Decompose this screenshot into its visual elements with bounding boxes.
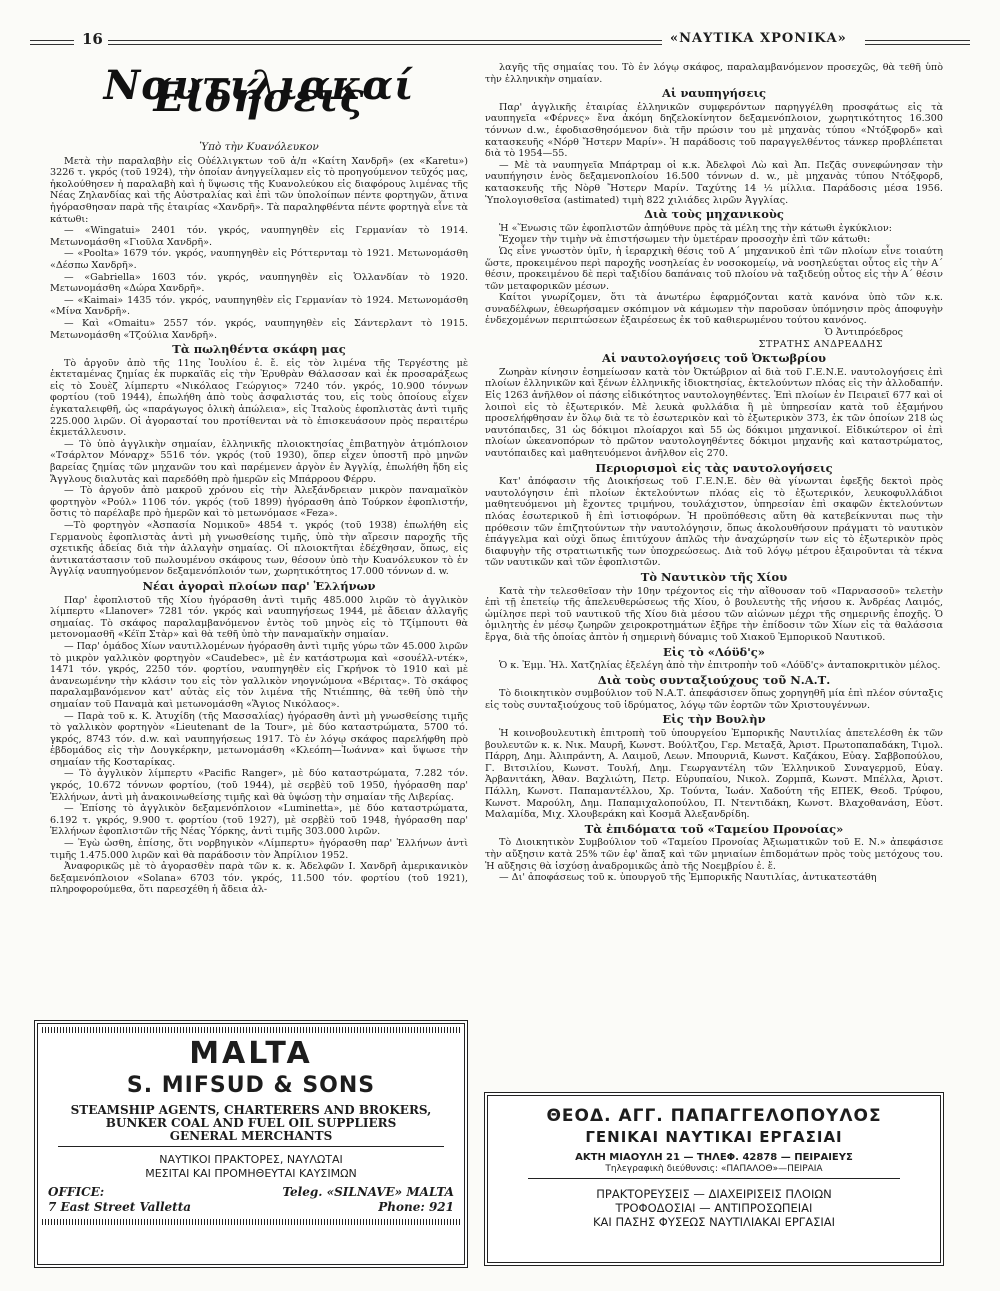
section-heading: Τὰ πωληθέντα σκάφη μας xyxy=(172,342,346,357)
ad-company-name: S. MIFSUD & SONS xyxy=(126,1073,376,1098)
section-heading: Νέαι ἀγοραὶ πλοίων παρ' Ἑλλήνων xyxy=(142,578,376,593)
paragraph: λαγῆς τῆς σημαίας του. Τὸ ἐν λόγῳ σκάφος, παραλαμβανόμενον προσεχῶς, θὰ τεθῆ ὑπὸ τὴν ἑλληνικὴν σημαίαν. xyxy=(485,62,943,85)
paragraph: — Παρὰ τοῦ κ. Κ. Ἀτυχίδη (τῆς Μασσαλίας) ἠγόρασθη ἀντὶ μὴ γνωσθείσης τιμῆς τὸ γαλλικὸν φορτηγὸν «Lieutenant de la Tour», μὲ δύο καταστρώματα, 5700 τό. γκρός, 8743 τόν. d.w. καὶ ναυπηγήσεως 1917. Τὸ ἐν λόγῳ σκάφος παρελήφθη πρὸ ἑβδομάδος εἰς τὴν Δουγκέρκην, μετωνομάσθη «Κλεόπη—Ἰωάννα» καὶ ὕψωσε τὴν σημαίαν τῆς Κοσταρίκας. xyxy=(50,710,468,768)
advert-papaggelopoulos xyxy=(484,1092,944,1266)
signature-title: Ὁ Ἀντιπρόεδρος xyxy=(824,327,903,339)
paragraph: Μετὰ τὴν παραλαβὴν εἰς Οὐέλλιγκτων τοῦ ἀ/π «Καίτη Χανδρῆ» (ex «Karetu») 3226 τ. γκρός (τοῦ 1924), τὴν ὁποίαν ἀνηγγείλαμεν εἰς τὸ προηγούμενον τεῦχός μας, ἠκολούθησεν ἡ παραλαβὴ καὶ ἡ ὕψωσις τῆς Κυανολεύκου εἰς διαφόρους λιμένας τῆς Νέας Ζηλανδίας καὶ τῆς Αὐστραλίας καὶ ἐπὶ τῶν ὑπολοίπων πέντε φορτηγῶν, ἅτινα ἠγόρασθησαν παρὰ τῆς ἑταιρίας «Χανδρῆ». Τὰ παραληφθέντα πέντε φορτηγὰ εἶνε τὰ κάτωθι: xyxy=(50,155,468,225)
header-rule-middle xyxy=(108,40,662,45)
paragraph: Ἡ «Ἕνωσις τῶν ἐφοπλιστῶν ἀπηύθυνε πρὸς τὰ μέλη της τὴν κάτωθι ἐγκύκλιον: xyxy=(499,222,892,234)
ad-office-label: OFFICE: xyxy=(48,1185,105,1199)
section-heading: Τὰ ἐπιδόματα τοῦ «Ταμείου Προνοίας» xyxy=(584,821,844,836)
paragraph: Ζωηρὰν κίνησιν ἐσημείωσαν κατὰ τὸν Ὀκτώβριον αἱ διὰ τοῦ Γ.Ε.Ν.Ε. ναυτολογήσεις ἐπὶ πλοίων ἑλληνικῶν καὶ ξένων ἑλληνικῆς ἰδιοκτησίας, ἐκτελούντων πλόας εἰς τὴν ἀλλοδαπήν. Εἰς 1263 ἀνῆλθον οἱ πάσης εἰδικότητος ναυτολογηθέντες. Ἐπὶ πλοίων ἐν Πειραιεῖ 677 καὶ οἱ λοιποὶ εἰς τὸ ἐξωτερικόν. Μὲ λευκὰ φυλλάδια ἢ μὲ ὑπηρεσίαν κατὰ τοῦ ἐξαμήνου προσελήφθησαν ἐν ὅλῳ διὰ τε τὸ ἐσωτερικὸν καὶ τὸ ἐξωτερικὸν 373, ἐκ τῶν ὁποίων 218 ὡς ναυτόπαιδες, 31 ὡς δόκιμοι πλοίαρχοι καὶ 55 ὡς δόκιμοι μηχανικοί. Εἰδικώτερον οἱ ἐπὶ πλοίων ὠκεανοπόρων τὸ πρῶτον ναυτολογηθέντες δόκιμοι μηχανῆς καὶ καταστρώματος, ναυτόπαιδες καὶ μαθητευόμενοι ἀνῆλθον εἰς 270. xyxy=(485,366,943,459)
header-rule-left xyxy=(30,40,74,45)
paragraph: Ὁ κ. Ἐμμ. Ἠλ. Χατζηλίας ἐξελέγη ἀπὸ τὴν ἐπιτροπὴν τοῦ «Λόϋδ'ς» ἀνταποκριτικὸν μέλος. xyxy=(499,660,941,672)
ad-office-address: 7 East Street Valletta xyxy=(48,1200,192,1214)
left-column xyxy=(50,62,468,896)
ad-line-1: STEAMSHIP AGENTS, CHARTERERS AND BROKERS, xyxy=(70,1103,432,1117)
ad-divider xyxy=(58,1146,444,1147)
section-heading: Εἰς τὸ «Λόϋδ'ς» xyxy=(663,644,765,659)
paragraph: Ἔχομεν τὴν τιμὴν νὰ ἐπιστήσωμεν τὴν ὑμετέραν προσοχὴν ἐπὶ τῶν κάτωθι: xyxy=(499,234,871,246)
header-rule-right xyxy=(865,40,970,45)
section-masthead: Ναυτιλιακαί Είδήσεις xyxy=(103,62,415,121)
paragraph: — Καὶ «Omaitu» 2557 τόν. γκρός, ναυπηγηθὲν εἰς Σάντερλαντ τὸ 1915. Μετωνομάσθη «Τζούλια Χανδρῆ». xyxy=(50,317,468,341)
advert-malta xyxy=(34,1020,468,1268)
ad-service-1: ΠΡΑΚΤΟΡΕΥΣΕΙΣ — ΔΙΑΧΕΙΡΙΣΕΙΣ ΠΛΟΙΩΝ xyxy=(596,1187,832,1201)
paragraph: — «Wingatui» 2401 τόν. γκρός, ναυπηγηθὲν εἰς Γερμανίαν τὸ 1914. Μετωνομάσθη «Γιοῦλα Χανδρῆ». xyxy=(50,225,468,248)
ad-greek-1: ΝΑΥΤΙΚΟΙ ΠΡΑΚΤΟΡΕΣ, ΝΑΥΛΩΤΑΙ xyxy=(159,1153,343,1166)
ad-contact-row-1 xyxy=(38,1181,464,1199)
paragraph: Τὸ Διοικητικὸν Συμβούλιον τοῦ «Ταμείου Προνοίας Ἀξιωματικῶν τοῦ Ε. Ν.» ἀπεφάσισε τὴν αὔξησιν κατὰ 25% τῶν ἐφ' ἅπαξ καὶ τῶν μηνιαίων ἐπιδομάτων πρὸς τοὺς μετόχους του. Ἡ αὔξησις θὰ ἰσχύσῃ ἀναδρομικῶς ἀπὸ τῆς Νοεμβρίου ἐ. ἔ. xyxy=(485,837,943,872)
paragraph: — «Gabriella» 1603 τόν. γκρός, ναυπηγηθὲν εἰς Ὁλλανδίαν τὸ 1920. Μετωνομάσθη «Δώρα Χανδρῆ». xyxy=(50,271,468,295)
paragraph: Κατ' ἀπόφασιν τῆς Διοικήσεως τοῦ Γ.Ε.Ν.Ε. δὲν θὰ γίνωνται ἐφεξῆς δεκτοὶ πρὸς ναυτολόγησιν ἐπὶ πλοίων ἐκτελούντων πλόας εἰς τὸ ἐξωτερικόν, λευκοφυλλάδιοι μαθητευόμενοι μὴ ἔχοντες τριμήνου, τουλάχιστον, ὑπηρεσίαν ἐπὶ σκαφῶν ἐκτελούντων πλόας ἐσωτερικοῦ ἢ ἐπὶ ἱστιοφόρων. Ἡ προϋπόθεσις αὕτη θὰ κατεβείκνυται πως τὴν πρόθεσιν τῶν ἐπιζητούντων τὴν ναυτολόγησιν, ὅπως ἀκολουθήσουν πράγματι τὸ ναυτικὸν ἐπάγγελμα καὶ οὐχὶ ὅπως ἐπιτύχουν ἁπλῶς τὴν ἀναχώρησίν των εἰς τὸ ἐξωτερικὸν πρὸς διαφυγὴν τῆς στρατιωτικῆς των ὑποχρεώσεως. Διὰ τοῦ λόγῳ μέτρου ἐξαιροῦνται τὰ τέκνα τῶν ναυτικῶν καὶ τῶν ἐφοπλιστῶν. xyxy=(485,476,943,569)
journal-title: «ΝΑΥΤΙΚΑ ΧΡΟΝΙΚΑ» xyxy=(670,31,847,46)
paragraph: Ἡ κοινοβουλευτικὴ ἐπιτροπὴ τοῦ ὑπουργείου Ἐμπορικῆς Ναυτιλίας ἀπετελέσθη ἐκ τῶν βουλευτῶν κ. κ. Νικ. Μαυρῆ, Κωνστ. Βούλτζου, Γερ. Μεταξᾶ, Ἀριστ. Πρωτοπαπαδάκη, Τιμολ. Πάρρη, Δημ. Ἀλιπράντη, Α. Λαιμοῦ, Λεων. Μπουρνιᾶ, Κωνστ. Καζάκου, Εὐαγ. Σαββοπούλου, Γ. Βιτσιλίου, Κωνστ. Τουλή, Δημ. Γεωργαντέλη τῶν Ἑλληνικοῦ Συναγερμοῦ, Εὐαγ. Ἀρβανιτάκη, Ἀθαν. Βαχλιώτη, Πετρ. Εὐρυπαίου, Νικολ. Ζορμπᾶ, Κωνστ. Μπέλλα, Ἀριστ. Πάλλη, Κωνστ. Παπαμαντέλλου, Χρ. Τούντα, Ἰωάν. Χαδούτη τῆς ΕΠΕΚ, Θεοδ. Τρύφου, Κωνστ. Μαρούλη, Δημ. Παπαμιχαλοπούλου, Π. Ντεντιδάκη, Κωνστ. Βλαχοθανάση, Εὐστ. Μαλαμίδα, Μιχ. Χλουβεράκη καὶ Κοσμᾶ Ἀλεξανδρίδη. xyxy=(485,728,943,821)
ad-line-2: BUNKER COAL AND FUEL OIL SUPPLIERS xyxy=(105,1116,397,1130)
paragraph: Καίτοι γνωρίζομεν, ὅτι τὰ ἀνωτέρω ἐφαρμόζονται κατὰ κανόνα ὑπὸ τῶν κ.κ. συναδέλφων, ἐθεωρήσαμεν σκόπιμον νὰ κάμωμεν τὴν παροῦσαν ὑπόμνησιν πρὸς ἀποφυγὴν ἐνδεχομένων περιπτώσεων ἐξαιρέσεως ἐκ τοῦ καθιερωμένου τούτου κανόνος. xyxy=(485,292,943,327)
paragraph: — Τὸ ὑπὸ ἀγγλικὴν σημαίαν, ἑλληνικῆς πλοιοκτησίας ἐπιβατηγὸν ἀτμόπλοιον «Τσάρλτον Μόναρχ» 5516 τόν. γκρός (τοῦ 1930), ὅπερ εἶχεν ὑποστῆ πρὸ μηνῶν βαρείας ζημίας τῶν μηχανῶν του καὶ παρέμενεν ἀργὸν ἐν Ἀγγλίᾳ, ἐπωλήθη ἤδη εἰς Ἄγγλους διαλυτὰς καὶ παρεδόθη πρὸ ἡμερῶν εἰς Μπάρροου Φέρρυ. xyxy=(50,438,468,485)
paragraph: — «Kaimai» 1435 τόν. γκρός, ναυπηγηθὲν εἰς Γερμανίαν τὸ 1924. Μετωνομάσθη «Μίνα Χανδρῆ». xyxy=(50,294,468,318)
page-header xyxy=(30,30,970,50)
ad-divider xyxy=(528,1178,900,1179)
ad-malta-title: MALTA xyxy=(189,1036,313,1071)
section-heading: Περιορισμοὶ εἰς τὰς ναυτολογήσεις xyxy=(595,460,833,475)
ad-greek-2: ΜΕΣΙΤΑΙ ΚΑΙ ΠΡΟΜΗΘΕΥΤΑΙ ΚΑΥΣΙΜΩΝ xyxy=(145,1167,357,1180)
right-column-body xyxy=(485,62,943,884)
signature-name: ΣΤΡΑΤΗΣ ΑΝΔΡΕΑΔΗΣ xyxy=(758,338,883,350)
paragraph: Ὡς εἶνε γνωστὸν ὑμῖν, ἡ ἱεραρχικὴ θέσις τοῦ Α΄ μηχανικοῦ ἐπὶ τῶν πλοίων εἶνε τοιαύτη ὥστε, προκειμένου περὶ παροχῆς νοσηλείας ἐν νοσοκομείῳ, νὰ νοσηλεύεται οὗτος εἰς τὴν Α΄ θέσιν, προκειμένου δὲ περὶ ταξιδίου δαπάναις τοῦ πλοίου νὰ ταξιδεύῃ οὗτος εἰς τὴν Α΄ θέσιν τῶν μεταφορικῶν μέσων. xyxy=(485,245,943,292)
ad-service-2: ΤΡΟΦΟΔΟΣΙΑΙ — ΑΝΤΙΠΡΟΣΩΠΕΙΑΙ xyxy=(615,1201,813,1215)
paragraph: Παρ' ἀγγλικῆς ἑταιρίας ἑλληνικῶν συμφερόντων παρηγγέλθη προσφάτως εἰς τὰ ναυπηγεῖα «Φέρνες» ἕνα ἀκόμη δηζελοκίνητον δεξαμενόπλοιον, χωρητικότητος 16.300 τόννων d.w., ἐφοδιασθησόμενον διὰ τῆν πρώσιν του μὲ μηχανὰς τύπου «Ντόξφορδ» καὶ κατασκευῆς «Νόρθ Ἤστερν Μαρίν». Ἡ παράδοσις τοῦ παραγγελθέντος τάνκερ προβλέπεται διὰ τὸ 1954—55. xyxy=(485,101,943,160)
paragraph: Τὸ ἀργοῦν ἀπὸ τῆς 11ης Ἰουλίου ἐ. ἔ. εἰς τὸν λιμένα τῆς Τεργέστης μὲ ἐκτεταμένας ζημίας ἐκ πυρκαϊᾶς εἰς τὴν Ἐρυθρὰν Θάλασσαν καὶ ἐκ προσαράξεως εἰς τὸ Σουὲζ λίμπερτυ «Νικόλαος Γεώργιος» 7240 τόν. γκρός, 10.900 τόννων φορτίου (τοῦ 1944), ἐπωλήθη ἀπὸ τοὺς ἀσφαλιστάς του, εἰς τοὺς ὁποίους εἶχεν ἐγκαταλειφθῆ, ὡς «παράγωγος ὁλικὴ ἀπώλεια», εἰς Ἰταλοὺς ἐφοπλιστὰς ἀντὶ τιμῆς 225.000 λιρῶν. Οἱ ἀγορασταί του προτίθενται νὰ τὸ ἐπισκευάσουν πρὸς περαιτέρω ἐκμετάλλευσιν. xyxy=(50,357,468,439)
paragraph: Τὸ διοικητικὸν συμβούλιον τοῦ Ν.Α.Τ. ἀπεφάσισεν ὅπως χορηγηθῆ μία ἐπὶ πλέον σύνταξις εἰς τοὺς συνταξιούχους τοῦ ἱδρύματος, λόγῳ τῶν ἑορτῶν τῶν Χριστουγέννων. xyxy=(485,688,943,711)
ad-firm-telegraph: Τηλεγραφικὴ διεύθυνσις: «ΠΑΠΑΛΟΘ»—ΠΕΙΡΑΙΑ xyxy=(605,1164,823,1174)
right-column xyxy=(485,62,943,884)
section-heading: Διὰ τοὺς μηχανικοὺς xyxy=(644,207,784,222)
section-subheading: Ὑπὸ τὴν Κυανόλευκον xyxy=(199,141,319,153)
left-column-body xyxy=(50,142,468,896)
paragraph: — Ἐπίσης τὸ ἀγγλικὸν δεξαμενόπλοιον «Luminetta», μὲ δύο καταστρώματα, 6.192 τ. γκρός, 9.900 τ. φορτίου (τοῦ 1927), μὲ σερβὲϋ τοῦ 1948, ἠγόρασθη παρ' Ἑλλήνων ἐφοπλιστῶν τῆς Νέας Ὑόρκης, ἀντὶ τιμῆς 303.000 λιρῶν. xyxy=(50,803,468,838)
ad-border-stripe xyxy=(42,1027,460,1033)
paragraph: — Ἐγὼ ὠσθη, ἐπίσης, ὅτι νορβηγικὸν «Λίμπερτυ» ἠγόρασθη παρ' Ἑλλήνων ἀντὶ τιμῆς 1.475.000 λιρῶν καὶ θὰ παράδοσιν τὸν Ἀπρίλιον 1952. xyxy=(50,838,468,861)
page-number: 16 xyxy=(82,30,103,48)
paragraph: — «Poolta» 1679 τόν. γκρός, ναυπηγηθὲν εἰς Ρόττερνταμ τὸ 1921. Μετωνομάσθη «Δέσπω Χανδρῆ». xyxy=(50,248,468,271)
ad-border-stripe xyxy=(42,1219,460,1225)
paragraph: Κατὰ τὴν τελεσθεῖσαν τὴν 10ην τρέχοντος εἰς τὴν αἴθουσαν τοῦ «Παρνασσοῦ» τελετὴν ἐπὶ τῇ ἐπετείῳ τῆς ἀπελευθερώσεως τῆς Χίου, ὁ βουλευτὴς τῆς νήσου κ. Ἀνδρέας Λαιμός, ὡμίλησε περὶ τοῦ ναυτικοῦ τῆς Χίου διὰ μέσου τῶν αἰώνων μέχρι τῆς σημερινῆς ἐποχῆς. Ὁ ὁμιλητὴς ἐν μέσῳ ζωηρῶν χειροκροτημάτων ἐξῆρε τὴν ἐπίδοσιν τῶν Χίων εἰς τὰ θαλάσσια ἔργα, διὰ τῆς ὁποίας ἀπτὸν ἡ σημερινὴ δύναμις τοῦ Χιακοῦ Ἐμπορικοῦ Ναυτικοῦ. xyxy=(485,585,943,643)
section-heading: Διὰ τοὺς συνταξιούχους τοῦ Ν.Α.Τ. xyxy=(597,672,831,687)
ad-firm-name: ΘΕΟΔ. ΑΓΓ. ΠΑΠΑΓΓΕΛΟΠΟΥΛΟΣ xyxy=(546,1106,882,1126)
paragraph: —Τὸ φορτηγὸν «Ἀσπασία Νομικοῦ» 4854 τ. γκρός (τοῦ 1938) ἐπωλήθη εἰς Γερμανοὺς ἐφοπλιστὰς ἀντὶ μὴ γνωσθείσης τιμῆς, ὑπὸ τὴν αἵρεσιν παροχῆς τῆς σχετικῆς ἀδείας διὰ τὴν ἀλλαγὴν σημαίας. Οἱ πλοιοκτῆται ἐδέχθησαν, ὅπως, εἰς ἀντικατάστασιν τοῦ πωλουμένου σκάφους των, θέσουν ὑπὸ τὴν Κυανόλευκον τὸ ἐν Ἀγγλίᾳ ναυπηγούμενον δεξαμενόπλοιόν των, χωρητικότητος 17.000 τόννων d. w. xyxy=(50,520,468,578)
paragraph: — Τὸ ἀργοῦν ἀπὸ μακροῦ χρόνου εἰς τὴν Ἀλεξάνδρειαν μικρὸν παναμαϊκὸν φορτηγὸν «Ρούλ» 1106 τόν. γκρός (τοῦ 1899) ἠγόρασθη ἀπὸ Τούρκον ἐφοπλιστήν, ὅστις τὸ παρέλαβε πρὸ ἡμερῶν καὶ τὸ μετωνόμασε «Feza». xyxy=(50,485,468,520)
ad-firm-subtitle: ΓΕΝΙΚΑΙ ΝΑΥΤΙΚΑΙ ΕΡΓΑΣΙΑΙ xyxy=(585,1128,843,1146)
ad-service-3: ΚΑΙ ΠΑΣΗΣ ΦΥΣΕΩΣ ΝΑΥΤΙΛΙΑΚΑΙ ΕΡΓΑΣΙΑΙ xyxy=(592,1215,835,1229)
ad-contact-row-2 xyxy=(38,1199,464,1214)
paragraph: — Μὲ τὰ ναυπηγεῖα Μπάρτραμ οἱ κ.κ. Ἀδελφοὶ Λὼ καὶ Ἀπ. Πεζᾶς συνεφώνησαν τὴν ναυπήγησιν ἑνὸς δεξαμενοπλοίου 16.500 τόννων d. w., μὲ μηχανὰς τύπου Ντόξφορδ, κατασκευῆς τῆς Νὸρθ Ἤστερν Μαρίν. Ταχύτης 14 ½ μίλλια. Παράδοσις μέσα 1956. Ὑπολογισθεῖσα (astimated) τιμὴ 822 χιλιάδες λιρῶν Ἀγγλίας. xyxy=(485,159,943,206)
ad-firm-address: ΑΚΤΗ ΜΙΑΟΥΛΗ 21 — ΤΗΛΕΦ. 42878 — ΠΕΙΡΑΙΕΥΣ xyxy=(575,1152,853,1163)
section-heading: Αἱ ναυτολογήσεις τοῦ Ὀκτωβρίου xyxy=(602,351,826,366)
section-heading: Εἰς τὴν Βουλὴν xyxy=(662,712,766,727)
section-heading: Αἱ ναυπηγήσεις xyxy=(661,86,767,101)
ad-line-3: GENERAL MERCHANTS xyxy=(169,1129,333,1143)
ad-phone: Phone: 921 xyxy=(378,1200,454,1214)
ad-telegraph: Teleg. «SILNAVE» MALTA xyxy=(282,1185,454,1199)
paragraph: — Παρ' ὁμάδος Χίων ναυτιλλομένων ἠγόρασθη ἀντὶ τιμῆς γύρω τῶν 45.000 λιρῶν τὸ μικρὸν γαλλικὸν φορτηγὸν «Caudebec», μὲ ἐν κατάστρωμα καὶ «σουέλλ-ντέκ», 1471 τόν. γκρός, 2250 τόν. φορτίου, ναυπηγηθὲν εἰς Γκρήνοκ τὸ 1910 καὶ μὲ ἀνανεωμένην τὴν κλάσιν του εἰς τὸν γαλλικὸν νηογνώμονα «Βέριτας». Τὸ σκάφος παραλαμβανόμενον κατ' αὐτὰς εἰς τὸν λιμένα τῆς Ντιέππης, θὰ τεθῆ ὑπὸ τὴν σημαίαν τοῦ Παναμὰ καὶ μετωνομάσθη «Ἅγιος Νικόλαος». xyxy=(50,640,468,710)
paragraph: Ἀναφορικῶς μὲ τὸ ἀγορασθὲν παρὰ τῶν κ. κ. Ἀδελφῶν Ι. Χανδρῆ ἀμερικανικὸν δεξαμενόπλοιον «Solana» 6703 τόν. γκρός, 11.500 τόν. φορτίου (τοῦ 1921), πληροφορούμεθα, ὅτι παρεσχέθη ἡ ἄδεια ἀλ- xyxy=(50,861,468,896)
paragraph: — Τὸ ἀγγλικὸν λίμπερτυ «Pacific Ranger», μὲ δύο καταστρώματα, 7.282 τόν. γκρός, 10.672 τόννων φορτίου, (τοῦ 1944), μὲ σερβὲϋ τοῦ 1950, ἠγόρασθη παρ' Ἑλλήνων, ἀντὶ μὴ ἀνακοινωθείσης τιμῆς καὶ θὰ ὑψώσῃ τὴν σημαίαν τῆς Λιβερίας. xyxy=(50,768,468,803)
paragraph: Παρ' ἐφοπλιστοῦ τῆς Χίου ἠγόρασθη ἀντὶ τιμῆς 485.000 λιρῶν τὸ ἀγγλικὸν λίμπερτυ «Llanover» 7281 τόν. γκρός καὶ ναυπηγήσεως 1944, μὲ ἄδειαν ἀλλαγῆς σημαίας. Τὸ σκάφος παραλαμβανόμενον ἐντὸς τοῦ μηνὸς εἰς τὸ Τζίμπουτι θὰ μετονομασθῆ «Κέϊπ Στὰρ» καὶ θὰ τεθῆ ὑπὸ τὴν παναμαϊκὴν σημαίαν. xyxy=(50,594,468,641)
section-heading: Τὸ Ναυτικὸν τῆς Χίου xyxy=(640,569,788,584)
paragraph: — Δι' ἀποφάσεως τοῦ κ. ὑπουργοῦ τῆς Ἐμπορικῆς Ναυτιλίας, ἀντικατεστάθη xyxy=(499,872,877,884)
